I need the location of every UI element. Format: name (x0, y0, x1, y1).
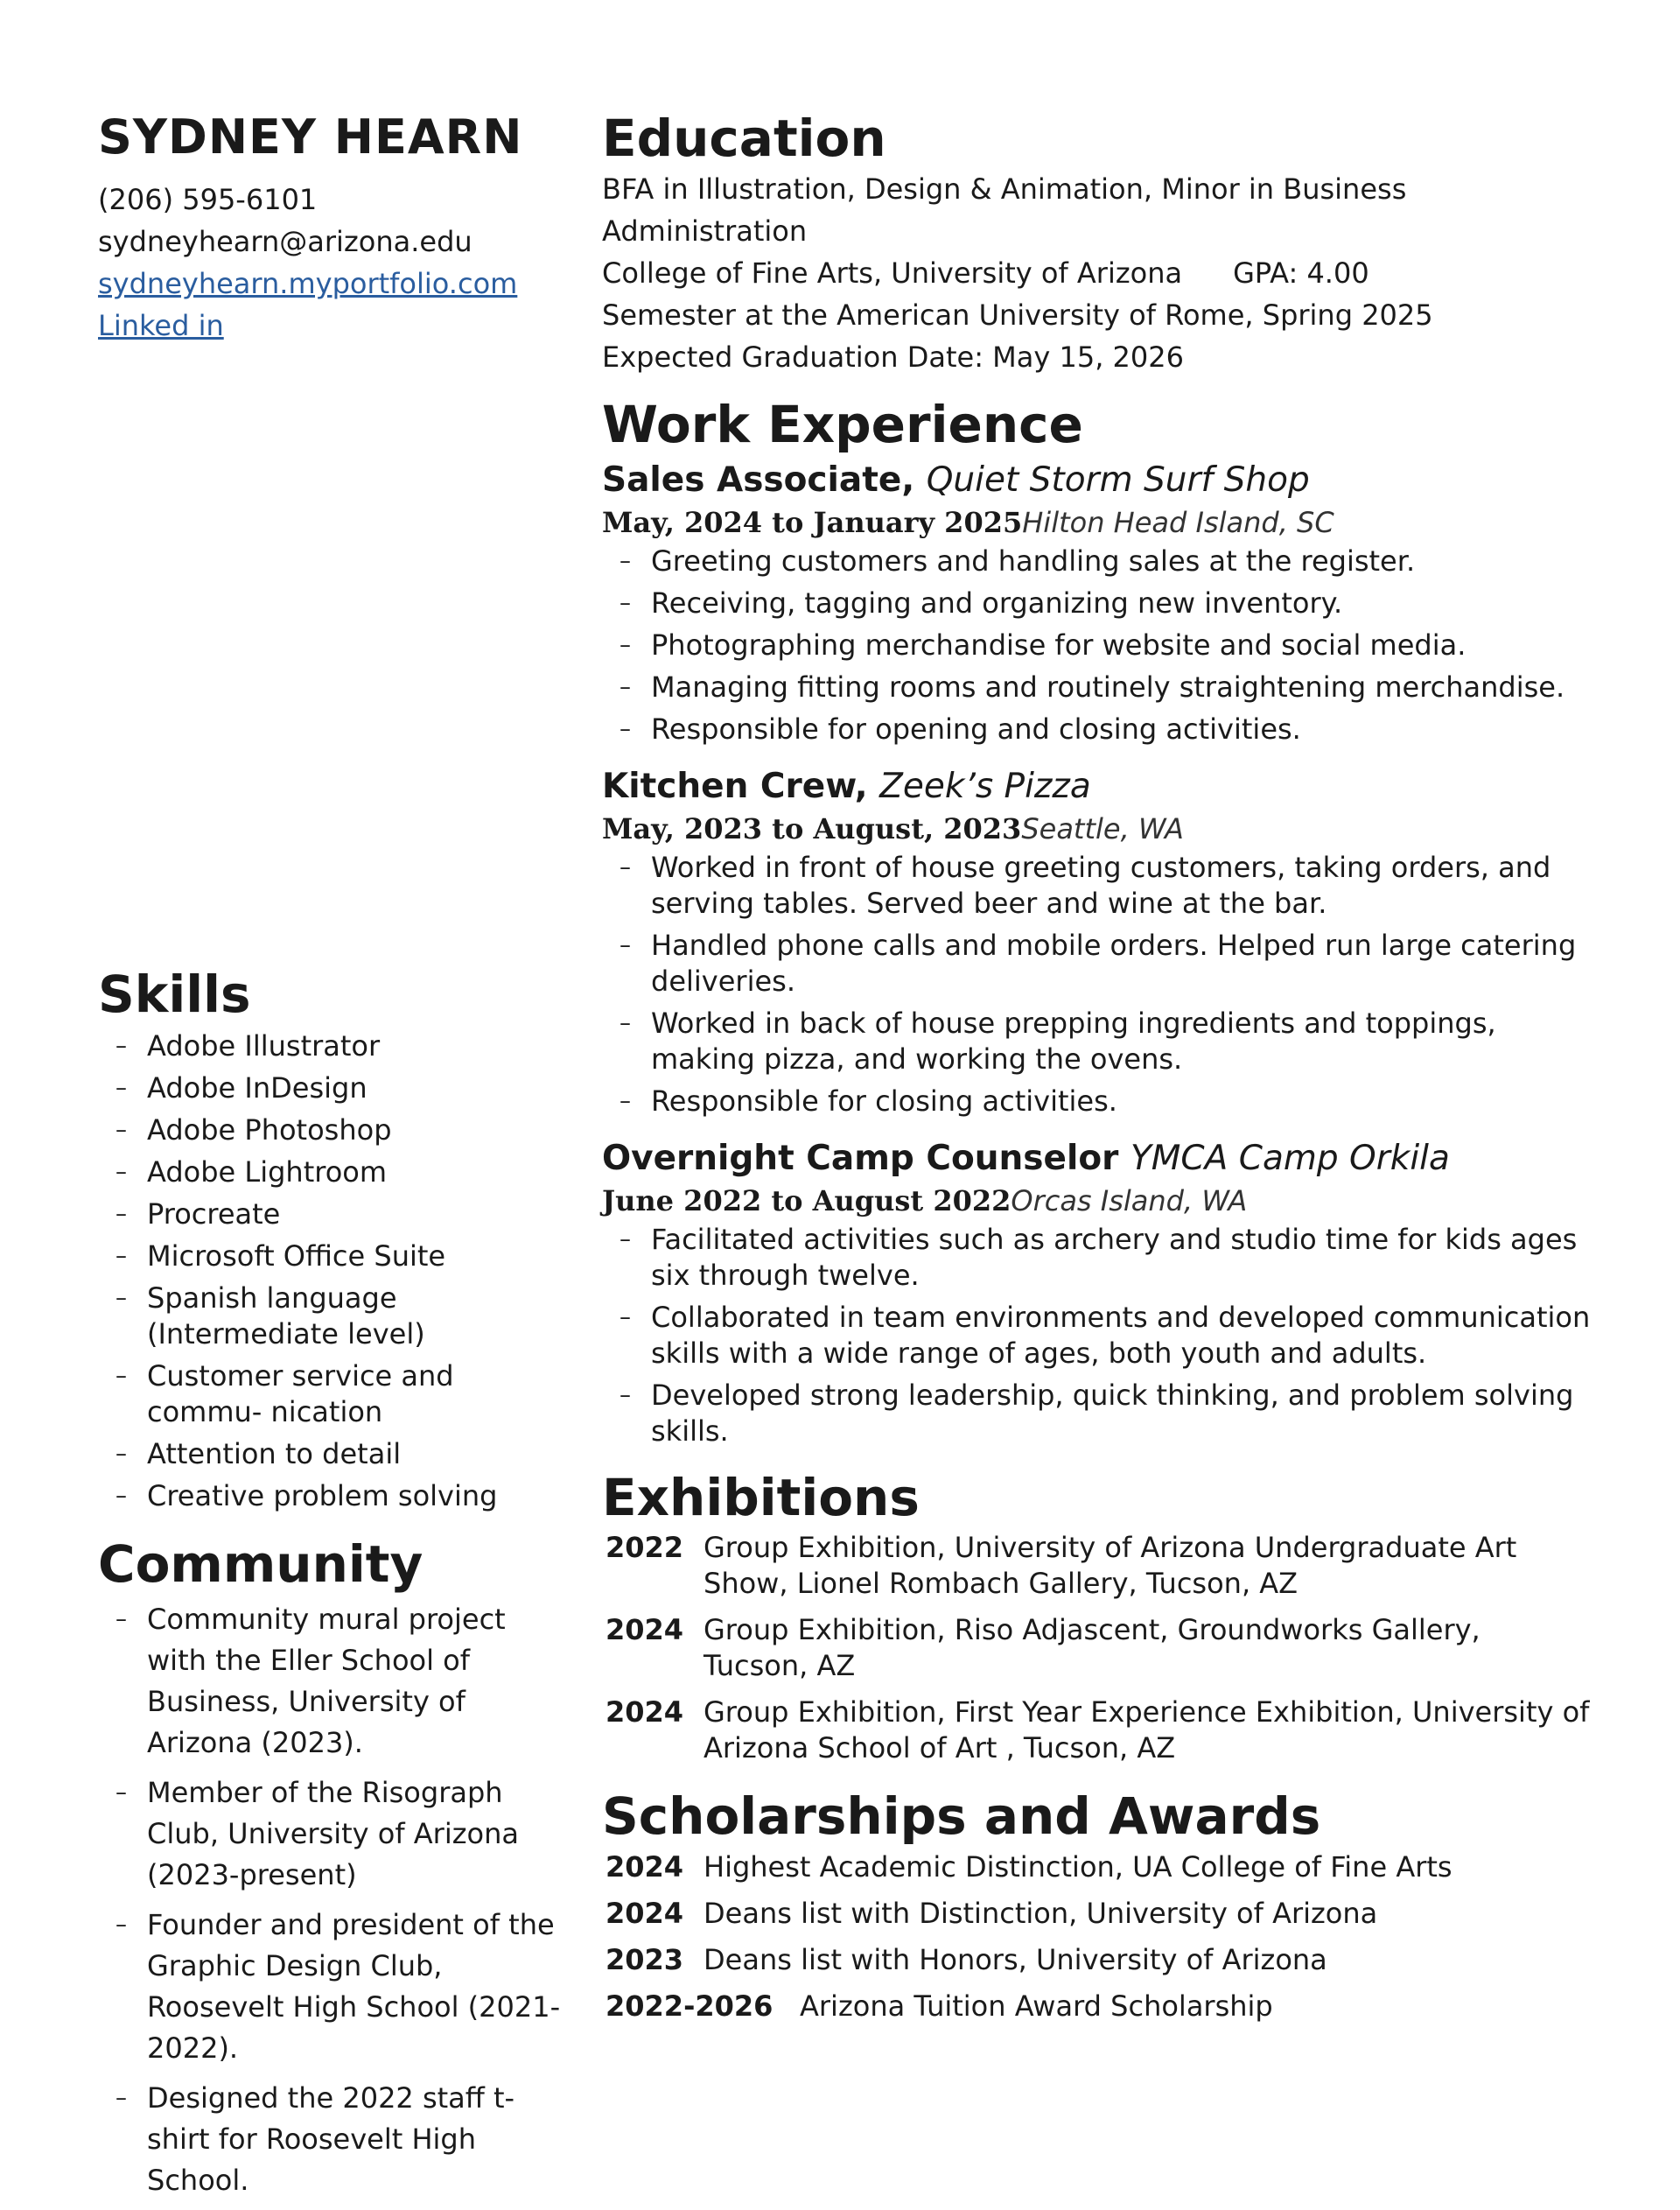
linkedin-link[interactable]: Linked in (98, 308, 224, 342)
degree: BFA in Illustration, Design & Animation, Minor in Business Administration (602, 172, 1407, 248)
college: College of Fine Arts, University of Arizona (602, 256, 1183, 290)
job-location: Seattle, WA (1021, 811, 1184, 845)
semester-abroad: Semester at the American University of Rome, Spring 2025 (602, 298, 1433, 332)
job-entry (602, 767, 1591, 1119)
skill-item: – Adobe Photoshop (98, 1112, 570, 1148)
exhibition-row (602, 1530, 1591, 1602)
community-item: – Founder and president of the Graphic Design Club, Roosevelt High School (2021-2022). (98, 1905, 570, 2069)
job-org: YMCA Camp Orkila (1130, 1138, 1450, 1178)
award-text: Deans list with Honors, University of Arizona (704, 1943, 1327, 1977)
exhibition-text: Group Exhibition, First Year Experience Exhibition, University of Arizona School of Art , Tucson, AZ (704, 1695, 1590, 1765)
skill-item: – Adobe Lightroom (98, 1154, 570, 1190)
job-bullet: – Responsible for opening and closing activities. (602, 712, 1591, 747)
community-item: – Member of the Risograph Club, University of Arizona (2023-present) (98, 1772, 570, 1896)
community-list (98, 1599, 570, 2201)
award-year: 2024 (606, 1897, 684, 1931)
portfolio-link[interactable]: sydneyhearn.myportfolio.com (98, 266, 518, 300)
skill-item: – Spanish language (Intermediate level) (98, 1280, 570, 1352)
job-entry (602, 1139, 1591, 1449)
candidate-name: SYDNEY HEARN (98, 109, 523, 165)
job-role: Kitchen Crew, (602, 767, 868, 807)
community-heading: Community (98, 1534, 424, 1595)
job-bullet: – Collaborated in team environments and developed communication skills with a wide range of ages, both youth and adults. (602, 1300, 1591, 1372)
award-year: 2023 (606, 1943, 684, 1977)
skill-item: – Customer service and commu- nication (98, 1358, 570, 1430)
skill-item: – Creative problem solving (98, 1478, 570, 1514)
job-bullet: – Greeting customers and handling sales at the register. (602, 544, 1591, 579)
education-section (602, 109, 1591, 378)
exhibitions-section (602, 1469, 1591, 1767)
job-bullets (602, 1222, 1591, 1449)
exhibition-year: 2024 (606, 1613, 684, 1647)
community-section (98, 1535, 570, 2201)
community-item: – Community mural project with the Eller School of Business, University of Arizona (2023). (98, 1599, 570, 1764)
job-dates: May, 2024 to January 2025 (602, 506, 1023, 540)
education-heading: Education (602, 109, 886, 168)
awards-section (602, 1787, 1591, 2024)
exhibition-text: Group Exhibition, Riso Adjascent, Groundworks Gallery, Tucson, AZ (704, 1613, 1480, 1683)
exhibition-row (602, 1612, 1591, 1684)
job-location: Orcas Island, WA (1011, 1183, 1248, 1217)
email[interactable]: sydneyhearn@arizona.edu (98, 224, 472, 258)
exhibition-year: 2022 (606, 1531, 684, 1565)
award-row (602, 1849, 1591, 1885)
skills-list (98, 1028, 570, 1514)
job-org: Quiet Storm Surf Shop (926, 460, 1310, 501)
job-bullet: – Photographing merchandise for website and social media. (602, 628, 1591, 663)
award-text: Arizona Tuition Award Scholarship (800, 1989, 1273, 2024)
phone: (206) 595-6101 (98, 182, 318, 216)
award-year: 2024 (606, 1850, 684, 1884)
job-bullets (602, 850, 1591, 1119)
job-bullet: – Facilitated activities such as archery and studio time for kids ages six through twelve. (602, 1222, 1591, 1294)
job-bullet: – Managing fitting rooms and routinely straightening merchandise. (602, 670, 1591, 705)
right-column (602, 109, 1591, 2035)
awards-heading: Scholarships and Awards (602, 1786, 1321, 1847)
skill-item: – Microsoft Office Suite (98, 1238, 570, 1274)
job-role: Sales Associate, (602, 460, 915, 501)
job-bullet: – Worked in back of house prepping ingredients and toppings, making pizza, and working the ovens. (602, 1006, 1591, 1077)
job-bullet: – Developed strong leadership, quick thinking, and problem solving skills. (602, 1378, 1591, 1449)
award-row (602, 1896, 1591, 1932)
job-org: Zeek’s Pizza (879, 767, 1091, 807)
graduation-date: Expected Graduation Date: May 15, 2026 (602, 340, 1184, 374)
award-year: 2022-2026 (606, 1989, 774, 2024)
skills-section (98, 965, 570, 1515)
skill-item: – Attention to detail (98, 1436, 570, 1472)
job-bullet: – Receiving, tagging and organizing new inventory. (602, 586, 1591, 621)
exhibition-text: Group Exhibition, University of Arizona Undergraduate Art Show, Lionel Rombach Gallery, Tucson, AZ (704, 1531, 1517, 1601)
skill-item: – Procreate (98, 1196, 570, 1232)
exhibition-year: 2024 (606, 1695, 684, 1729)
job-dates: May, 2023 to August, 2023 (602, 811, 1022, 845)
gpa: GPA: 4.00 (1233, 256, 1369, 290)
job-bullet: – Handled phone calls and mobile orders. Helped run large catering deliveries. (602, 928, 1591, 1000)
community-item: – Designed the 2022 staff t-shirt for Roosevelt High School. (98, 2078, 570, 2201)
skill-item: – Adobe Illustrator (98, 1028, 570, 1064)
job-role: Overnight Camp Counselor (602, 1138, 1119, 1178)
work-heading: Work Experience (602, 394, 1083, 454)
award-row (602, 1989, 1591, 2024)
work-section (602, 396, 1591, 1449)
award-row (602, 1942, 1591, 1978)
skills-heading: Skills (98, 964, 251, 1024)
award-text: Highest Academic Distinction, UA College of Fine Arts (704, 1850, 1452, 1884)
job-bullet: – Worked in front of house greeting customers, taking orders, and serving tables. Served beer and wine at the bar. (602, 850, 1591, 922)
job-bullets (602, 544, 1591, 747)
award-text: Deans list with Distinction, University of Arizona (704, 1897, 1378, 1931)
job-entry (602, 460, 1591, 747)
job-dates: June 2022 to August 2022 (602, 1183, 1012, 1217)
left-column (98, 109, 570, 2210)
job-location: Hilton Head Island, SC (1022, 506, 1334, 540)
exhibitions-heading: Exhibitions (602, 1467, 920, 1527)
exhibition-row (602, 1694, 1591, 1766)
job-bullet: – Responsible for closing activities. (602, 1084, 1591, 1119)
skill-item: – Adobe InDesign (98, 1070, 570, 1106)
